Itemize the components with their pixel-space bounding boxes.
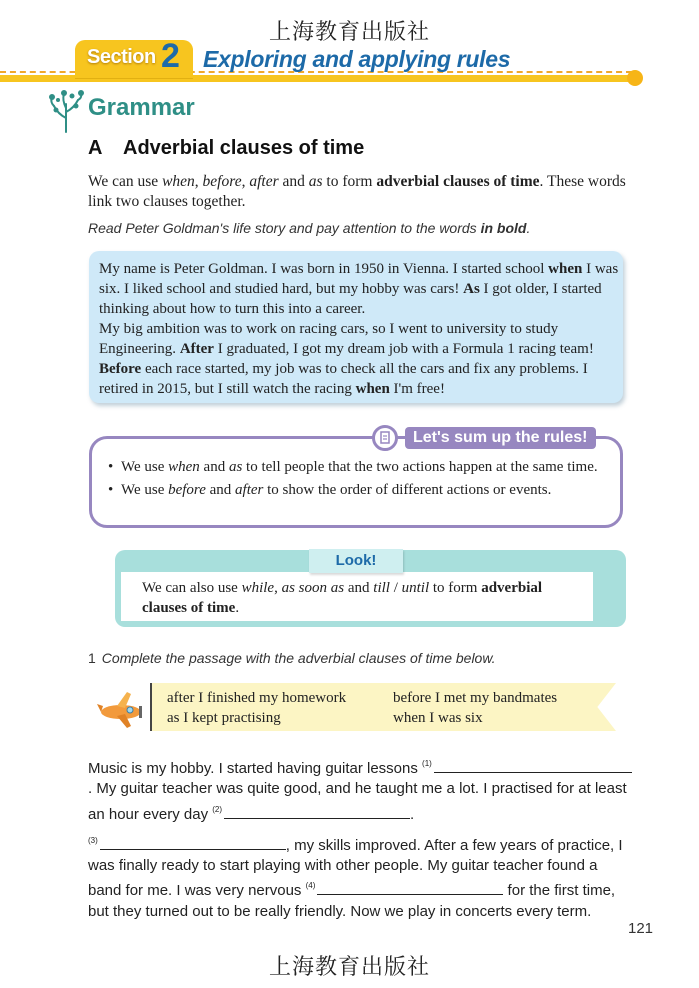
document-icon: [372, 425, 398, 451]
exercise-instruction: 1 Complete the passage with the adverbial clauses of time below.: [88, 650, 496, 666]
answer-blank-4[interactable]: [317, 880, 503, 895]
airplane-icon: [97, 690, 145, 730]
exercise-number: 1: [88, 650, 96, 666]
reading-instruction: Read Peter Goldman's life story and pay attention to the words in bold.: [88, 220, 531, 236]
look-label: Look!: [309, 549, 403, 573]
sum-up-label: Let's sum up the rules!: [405, 427, 596, 449]
tree-icon: [46, 88, 86, 134]
rule-item: • We use when and as to tell people that the two actions happen at the same time.: [108, 457, 613, 477]
publisher-header: 上海教育出版社: [268, 20, 430, 45]
answer-blank-1[interactable]: [434, 758, 632, 773]
section-title: Exploring and applying rules: [203, 46, 511, 72]
banner-dot: [627, 70, 643, 86]
word-bank-item: before I met my bandmates: [393, 690, 558, 706]
section-number: 2: [161, 37, 180, 75]
exercise-passage: Music is my hobby. I started having guitar lessons $^{(1)}$. My guitar teacher was quite good, and he taught me a lot. I practised for at least an hour every day $^{(2)}$ . $^{(3)}$ , my skills improved. After a few years of practice, I was finally ready to start playing with other people. My guitar teacher found a band for me. I was very nervous $^{(4)}$ for the first time, but they turned out to be really friendly. Now we play in concerts every term.: [88, 754, 633, 922]
page-number: 121: [628, 920, 654, 937]
look-text: We can also use while, as soon as and till / until to form adverbial clauses of time.: [142, 580, 543, 616]
subsection-heading: [88, 137, 364, 160]
word-bank-divider: [150, 683, 152, 731]
answer-blank-3[interactable]: [100, 835, 286, 850]
publisher-footer: 上海教育出版社: [268, 955, 430, 980]
word-bank-item: after I finished my homework: [167, 690, 347, 706]
subsection-title: Adverbial clauses of time: [123, 137, 365, 159]
grammar-title: Grammar: [88, 94, 195, 121]
rule-item: • We use before and after to show the order of different actions or events.: [108, 480, 613, 500]
section-label: Section: [87, 46, 156, 68]
word-bank-item: when I was six: [393, 710, 483, 726]
story-text: My name is Peter Goldman. I was born in 1950 in Vienna. I started school when I was six. I liked school and studied hard, but my hobby was cars! As I got older, I started thinking about how to turn this into a career. My big ambition was to work on racing cars, so I went to university to study Engineering. After I graduated, I got my dream job with a Formula 1 racing team! Before each race started, my job was to check all the cars and fix any problems. I retired in 2015, but I still watch the racing when I'm free!: [99, 261, 619, 397]
answer-blank-2[interactable]: [224, 804, 410, 819]
subsection-letter: A: [88, 137, 103, 159]
word-bank-item: as I kept practising: [167, 710, 281, 726]
intro-paragraph: We can use when, before, after and as to form adverbial clauses of time. These words link two clauses together.: [88, 173, 626, 210]
rules-list: [108, 457, 613, 503]
